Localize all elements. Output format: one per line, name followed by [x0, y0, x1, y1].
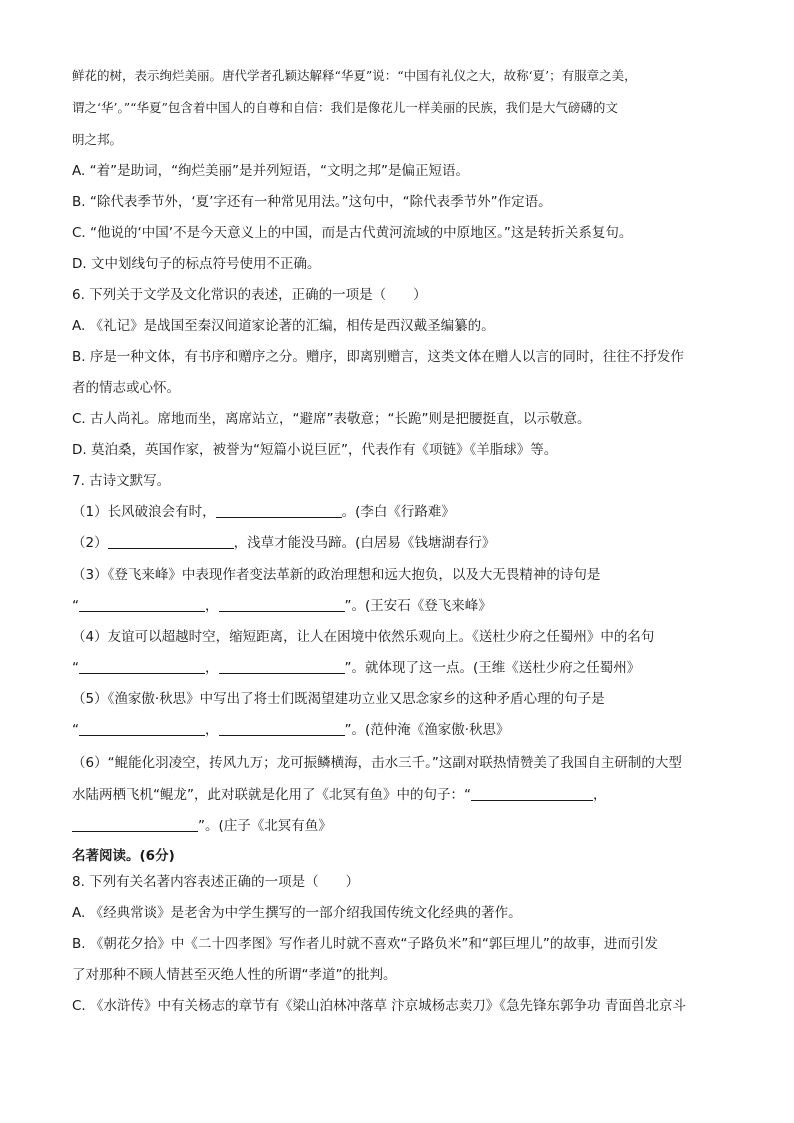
q8-option-c: C. 《水浒传》中有关杨志的章节有《梁山泊林冲落草 汴京城杨志卖刀》《急先锋东郭争功 青面兽北京斗 [72, 998, 686, 1014]
q6-option-a: A. 《礼记》是战国至秦汉间道家论著的汇编，相传是西汉戴圣编纂的。 [72, 318, 495, 334]
q8-option-a: A. 《经典常谈》是老舍为中学生撰写的一部介绍我国传统文化经典的著作。 [72, 905, 522, 921]
answer-blank[interactable] [219, 659, 345, 674]
answer-blank[interactable] [79, 721, 205, 736]
q7-item-6-cont: 水陆两栖飞机“鲲龙”，此对联就是化用了《北冥有鱼》中的句子：“ ， [72, 787, 607, 803]
q7-stem: 7. 古诗文默写。 [72, 473, 171, 489]
q7-item-6: （6）“鲲能化羽凌空，抟风九万；龙可振鳞横海，击水三千。”这副对联热情赞美了我国自主研制的大型 [72, 755, 682, 771]
passage-line: 谓之‘华’。”“华夏”包含着中国人的自尊和自信：我们是像花儿一样美丽的民族，我们是大气磅礴的文 [72, 100, 618, 115]
q7-item-4: （4）友谊可以超越时空，缩短距离，让人在困境中依然乐观向上。《送杜少府之任蜀州》中的名句 [72, 629, 655, 645]
q6-option-d: D. 莫泊桑，英国作家，被誉为“短篇小说巨匠”，代表作有《项链》《羊脂球》等。 [72, 442, 558, 458]
q8-option-b: B. 《朝花夕拾》中《二十四孝图》写作者儿时就不喜欢“子路负米”和“郭巨埋儿”的故事，进而引发 [72, 936, 658, 952]
q8-stem: 8. 下列有关名著内容表述正确的一项是（ ） [72, 874, 360, 890]
q8-option-b-cont: 了对那种不顾人情甚至灭绝人性的所谓“孝道”的批判。 [72, 967, 397, 983]
q5-option-a: A. “着”是助词，“绚烂美丽”是并列短语，“文明之邦”是偏正短语。 [72, 163, 470, 179]
q7-item-2: （2） ，浅草才能没马蹄。(白居易《钱塘湖春行》 [72, 535, 496, 551]
answer-blank[interactable] [219, 721, 345, 736]
q7-item-4-answer: “ ， ”。就体现了这一点。(王维《送杜少府之任蜀州》 [72, 660, 641, 676]
answer-blank[interactable] [79, 597, 205, 612]
q6-option-c: C. 古人尚礼。席地而坐，离席站立，“避席”表敬意；“长跪”则是把腰挺直，以示敬意。 [72, 411, 591, 427]
q5-option-d: D. 文中划线句子的标点符号使用不正确。 [72, 256, 321, 272]
q6-stem: 6. 下列关于文学及文化常识的表述，正确的一项是（ ） [72, 287, 427, 303]
answer-blank[interactable] [79, 659, 205, 674]
q6-option-b: B. 序是一种文体，有书序和赠序之分。赠序，即离别赠言，这类文体在赠人以言的同时，往往不抒发作 [72, 349, 684, 365]
q7-item-5-answer: “ ， ”。(范仲淹《渔家傲·秋思》 [72, 722, 510, 738]
section-title: 名著阅读。(6分) [72, 848, 175, 864]
answer-blank[interactable] [72, 817, 198, 832]
passage-line: 明之邦。 [72, 132, 123, 147]
answer-blank[interactable] [219, 597, 345, 612]
q5-option-b: B. “除代表季节外，‘夏’字还有一种常见用法。”这句中，“除代表季节外”作定语。 [72, 194, 552, 210]
q7-item-1: （1）长风破浪会有时， 。(李白《行路难》 [72, 504, 455, 520]
answer-blank[interactable] [108, 534, 234, 549]
answer-blank[interactable] [471, 786, 593, 801]
q7-item-5: （5）《渔家傲·秋思》中写出了将士们既渴望建功立业又思念家乡的这种矛盾心理的句子是 [72, 691, 605, 707]
q7-item-6-cont2: ”。(庄子《北冥有鱼》 [72, 816, 727, 836]
q7-item-3-answer: “ ， ”。(王安石《登飞来峰》 [72, 598, 492, 614]
answer-blank[interactable] [216, 503, 342, 518]
passage-line: 鲜花的树，表示绚烂美丽。唐代学者孔颖达解释“华夏”说：“中国有礼仪之大，故称‘夏’；有服章之美， [72, 68, 637, 83]
q6-option-b-cont: 者的情志或心怀。 [72, 380, 180, 396]
q7-item-3: （3）《登飞来峰》中表现作者变法革新的政治理想和远大抱负，以及大无畏精神的诗句是 [72, 567, 601, 583]
q5-option-c: C. “他说的‘中国’不是今天意义上的中国，而是古代黄河流域的中原地区。”这是转折关系复句。 [72, 225, 633, 241]
